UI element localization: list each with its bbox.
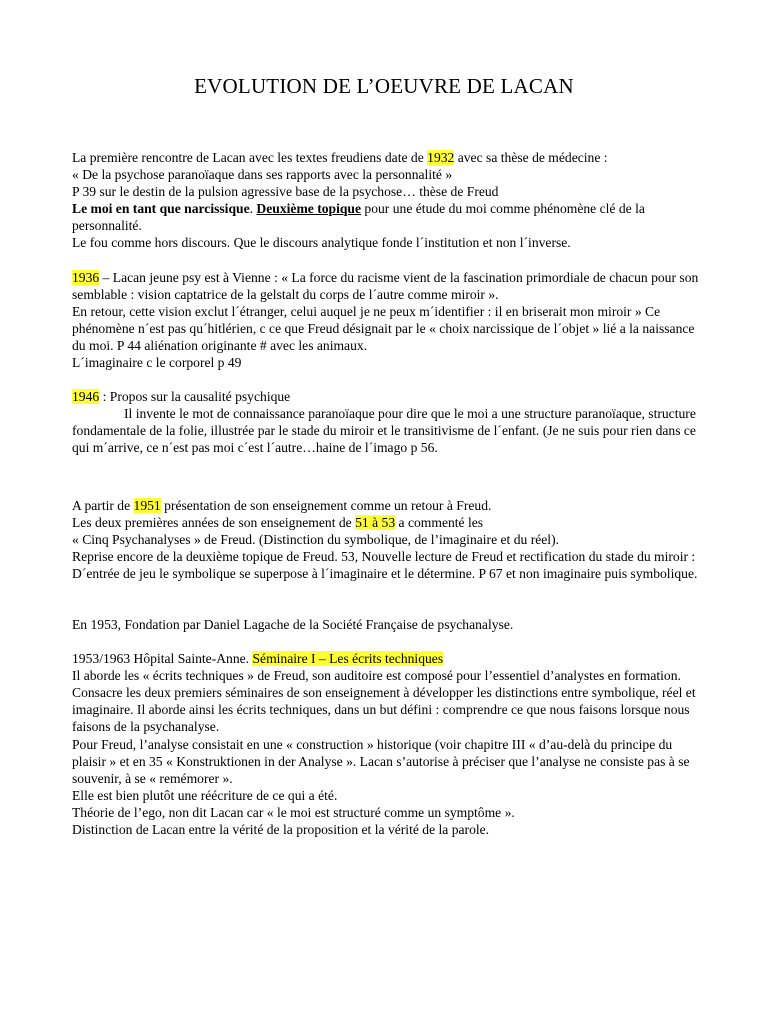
paragraph-1936 [72, 269, 704, 303]
paragraph-line: « Cinq Psychanalyses » de Freud. (Distinction du symbolique, de l’imaginaire et du réel). [72, 531, 560, 547]
text-span: La première rencontre de Lacan avec les textes freudiens date de [72, 150, 428, 165]
text-span: a commenté les [395, 514, 484, 530]
spacer [72, 252, 704, 269]
paragraph-1953: En 1953, Fondation par Daniel Lagache de la Société Française de psychanalyse. [72, 616, 514, 632]
text-span: . [249, 201, 257, 217]
text-span: A partir de [72, 497, 134, 513]
text-span: présentation de son enseignement comme un retour à Freud. [160, 497, 492, 513]
spacer [72, 457, 704, 497]
paragraph-1932-intro [72, 149, 704, 166]
highlight-seminar: Séminaire I – Les écrits techniques [252, 651, 444, 667]
highlight-year: 1946 [72, 389, 100, 405]
highlight-year: 1936 [72, 269, 100, 285]
highlight-year: 1951 [133, 497, 161, 513]
bold-underlined-text [256, 201, 361, 216]
bold-text: Le moi en tant que narcissique [72, 201, 250, 217]
thesis-title: « De la psychose paranoïaque dans ses rapports avec la personnalité » [72, 167, 453, 183]
paragraph-1951 [72, 497, 704, 514]
paragraph-1946 [72, 388, 704, 405]
text-span: avec sa thèse de médecine : [454, 150, 608, 165]
paragraph-line: Reprise encore de la deuxième topique de Freud. 53, Nouvelle lecture de Freud et rectification du stade du miroir : D´entrée de jeu le symbolique se superpose à l´imaginaire et le détermine. P 67 et non imaginaire puis symbolique. [72, 548, 698, 581]
paragraph-line: P 39 sur le destin de la pulsion agressive base de la psychose… thèse de Freud [72, 184, 499, 200]
underlined-text: Deuxième topique [256, 201, 362, 217]
paragraph-line: En retour, cette vision exclut l´étranger, celui auquel je ne peux m´identifier : il en briserait mon miroir » Ce phénomène n´est pas qu´hitlérien, c ce que Freud désignait par le « choix narcissique de l´objet » lié a la naissance du moi. P 44 aliénation originante # avec les animaux. [72, 303, 695, 353]
text-span: – Lacan jeune psy est à Vienne : « La force du racisme vient de la fascination primordiale de chacun pour son semblable : vision captatrice de la gelstalt du corps de l´autre comme miroir ». [72, 269, 699, 302]
paragraph-line [72, 405, 704, 456]
paragraph-line: Pour Freud, l’analyse consistait en une « construction » historique (voir chapitre III « d’au-delà du principe du plaisir » et en 35 « Konstruktionen in der Analyse ». Lacan s’autorise à préciser que l’analyse ne consiste pas à se souvenir, à se « remémorer ». [72, 736, 690, 786]
text-span: 1953/1963 Hôpital Sainte-Anne. [72, 651, 253, 667]
spacer [72, 371, 704, 388]
text-span: : Propos sur la causalité psychique [99, 389, 291, 405]
paragraph-line: Distinction de Lacan entre la vérité de la proposition et la vérité de la parole. [72, 822, 490, 837]
page-title: EVOLUTION DE L’OEUVRE DE LACAN [194, 74, 574, 98]
document-body [72, 149, 704, 838]
spacer [72, 633, 704, 650]
paragraph-line: Il aborde les « écrits techniques » de Freud, son auditoire est composé pour l’essentiel d’analystes en formation. Consacre les deux premiers séminaires de son enseignement à développer les distinctions entre symbolique, réel et imaginaire. Il aborde ainsi les écrits techniques, dans un but défini : comprendre ce que nous faisons lorsque nous faisons de la psychanalyse. [72, 668, 696, 735]
indented-text: Il invente le mot de connaissance paranoïaque pour dire que le moi a une structure paranoïaque, structure fondamentale de la folie, illustrée par le stade du miroir et le transitivisme de l´enfant. (Je ne suis pour rien dans ce qui m´arrive, ce n´est pas moi c´est l´autre…haine de l´imago p 56. [72, 406, 696, 456]
spacer [72, 582, 704, 616]
paragraph-seminaire [72, 650, 704, 667]
highlight-year: 1932 [427, 150, 455, 165]
paragraph-line: L´imaginaire c le corporel p 49 [72, 355, 242, 371]
paragraph-line: Elle est bien plutôt une réécriture de ce qui a été. [72, 787, 338, 803]
paragraph-narcissique [72, 200, 704, 234]
paragraph-line: Le fou comme hors discours. Que le discours analytique fonde l´institution et non l´inverse. [72, 235, 571, 251]
paragraph-line: Théorie de l’ego, non dit Lacan car « le moi est structuré comme un symptôme ». [72, 804, 515, 820]
text-span: Les deux premières années de son enseignement de [72, 514, 356, 530]
highlight-years: 51 à 53 [355, 514, 396, 530]
paragraph-line [72, 514, 704, 531]
text-span: pour une étude du moi comme phénomène clé de la personnalité. [72, 201, 645, 234]
